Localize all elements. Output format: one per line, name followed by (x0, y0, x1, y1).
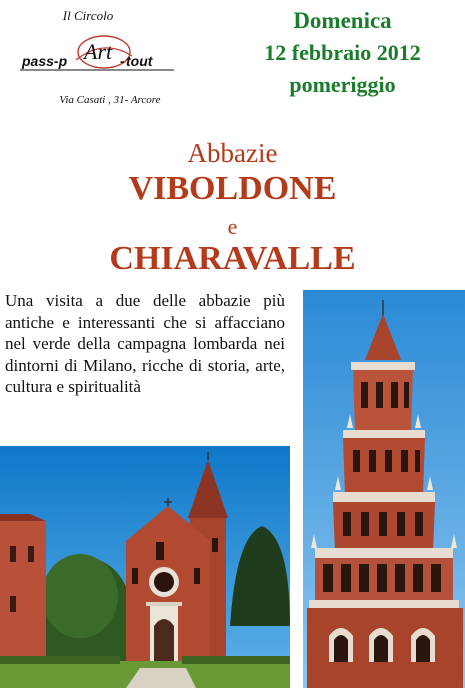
title-viboldone: VIBOLDONE (128, 170, 337, 207)
viboldone-abbey-photo (0, 446, 290, 688)
event-date: 12 febbraio 2012 (264, 40, 421, 65)
logo-circolo-text: Il Circolo (62, 8, 114, 23)
title-chiaravalle: CHIARAVALLE (109, 240, 356, 277)
pass-partout-logo (18, 32, 176, 84)
logo-brand-art: Art (84, 39, 113, 64)
event-time-of-day: pomeriggio (289, 72, 396, 97)
logo-brand-right: tout (126, 53, 153, 69)
logo-brand-left: pass-p (22, 53, 68, 69)
logo-address: Via Casati , 31- Arcore (59, 94, 161, 106)
event-description: Una visita a due delle abbazie più antiche e interessanti che si affacciano nel verde della campagna lombarda nei dintorni di Milano, ricche di storia, arte, cultura e spiritualità (5, 291, 285, 396)
title-conjunction: e (227, 214, 238, 239)
logo-dash: - (120, 53, 125, 69)
chiaravalle-tower-photo (303, 290, 465, 688)
event-day: Domenica (293, 8, 392, 33)
title-kicker: Abbazie (187, 138, 278, 168)
